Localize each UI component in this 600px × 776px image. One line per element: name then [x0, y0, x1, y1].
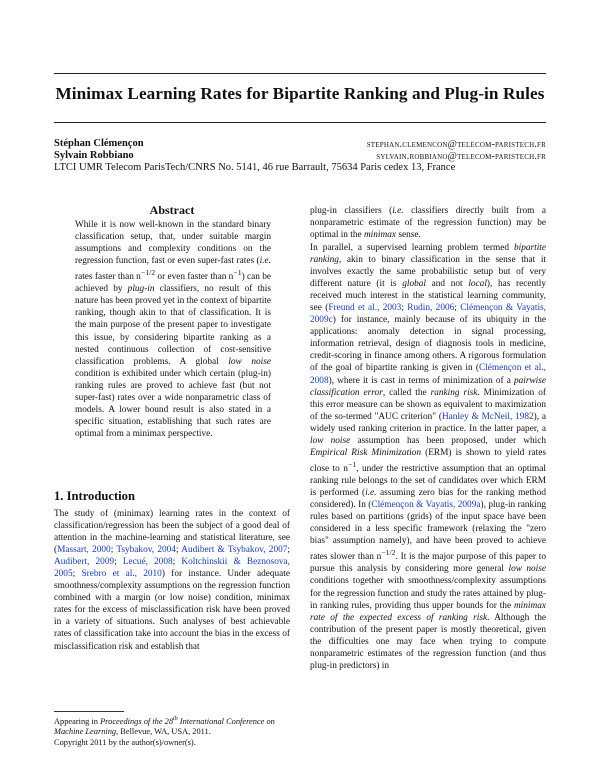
footnote: Appearing in Proceedings of the 28th International Conference on Machine Learning, Bellevue, WA, USA, 2011. Copyright 2011 by the author(s)/owner(s). — [54, 716, 275, 747]
right-paragraph-2: In parallel, a supervised learning problem termed bipartite ranking, akin to binary classification in the sense that it involves exactly the same probabilistic setup but of very different nature (it is global and not local), has recently received much interest in the statistical learning community, see (Freund et al., 2003; Rudin, 2006; Clémençon & Vayatis, 2009c) for instance, mainly because of its ubiquity in the applications: anomaly detection in signal processing, information retrieval, design of diagnosis tools in medicine, credit-scoring in finance among others. A rigorous formulation of the goal of bipartite ranking is given in (Clémençon et al., 2008), where it is cast in terms of minimization of a pairwise classification error, called the ranking risk. Minimization of this error measure can be shown as equivalent to maximization of the so-termed "AUC criterion" (Hanley & McNeil, 1982), a widely used ranking criterion in practice. In the latter paper, a low noise assumption has been proposed, under which Empirical Risk Minimization (ERM) is shown to yield rates close to $n^{-1}$, under the restrictive assumption that an optimal ranking rule belongs to the set of candidates over which ERM is performed (i.e. assuming zero bias for the ranking method considered). In (Clémençon & Vayatis, 2009a), plug-in ranking rules based on partitions (grids) of the input space have been considered in a less specific framework (relaxing the "zero bias" assumption namely), and have been proved to achieve rates slower than $n^{-1/2}$. It is the major purpose of this paper to pursue this analysis by considering more general low noise conditions together with smoothness/complexity assumptions for the regression function and study the rates attained by plug-in ranking rules, providing thus upper bounds for the minimax rate of the expected excess of ranking risk. Although the contribution of the present paper is mostly theoretical, given the difficulties one may face when trying to compute nonparametric estimates of the regression function (and thus plug-in predictors) in — [310, 243, 547, 671]
intro-paragraph: The study of (minimax) learning rates in the context of classification/regression has been the subject of a good deal of attention in the machine-learning and statistical literature, see (Massart, 2000; Tsybakov, 2004; Audibert & Tsybakov, 2007; Audibert, 2009; Lecué, 2008; Koltchinskii & Beznosova, 2005; Srebro et al., 2010) for instance. Under adequate smoothness/complexity assumptions on the regression function combined with a margin (or low noise) condition, minimax rates for the excess of misclassification risk have been proved in a variety of situations. Such analyses of best achievable rates of classification take into account the bias in the excess of misclassification risk and establish that — [54, 509, 290, 652]
right-paragraph-1: plug-in classifiers (i.e. classifiers directly built from a nonparametric estimate of the regression function) may be optimal in the minimax sense. — [310, 206, 546, 241]
author-name: Stéphan Clémençon — [54, 138, 144, 149]
author-email[interactable]: sylvain.robbiano@telecom-paristech.fr — [376, 151, 546, 162]
abstract-text: While it is now well-known in the standard binary classification setup, that, under suitable margin assumptions and complexity conditions on the regression function, fast or even super-fast rates (i.e. rates faster than $n^{-1/2}$ or even faster than $n^{-1}$) can be achieved by plug-in classifiers, no result of this nature has been proved yet in the context of bipartite ranking, though akin to that of classification. It is the main purpose of the present paper to investigate this issue, by considering bipartite ranking as a nested continuous collection of cost-sensitive classification problems. A global low noise condition is exhibited under which certain (plug-in) ranking rules are proved to achieve fast (but not super-fast) rates over a wide nonparametric class of models. A lower bound result is also stated in a specific situation, establishing that such rates are optimal from a minimax perspective. — [75, 220, 271, 439]
author-email[interactable]: stephan.clemencon@telecom-paristech.fr — [366, 139, 546, 150]
title-bottom-rule — [54, 122, 546, 123]
top-rule — [54, 73, 546, 74]
affiliation: LTCI UMR Telecom ParisTech/CNRS No. 5141, 46 rue Barrault, 75634 Paris cedex 13, France — [54, 162, 456, 173]
footnote-rule — [54, 711, 124, 712]
section-heading: 1. Introduction — [54, 489, 135, 503]
paper-title: Minimax Learning Rates for Bipartite Ranking and Plug-in Rules — [55, 84, 545, 103]
abstract-heading: Abstract — [149, 203, 195, 217]
author-name: Sylvain Robbiano — [54, 150, 134, 161]
